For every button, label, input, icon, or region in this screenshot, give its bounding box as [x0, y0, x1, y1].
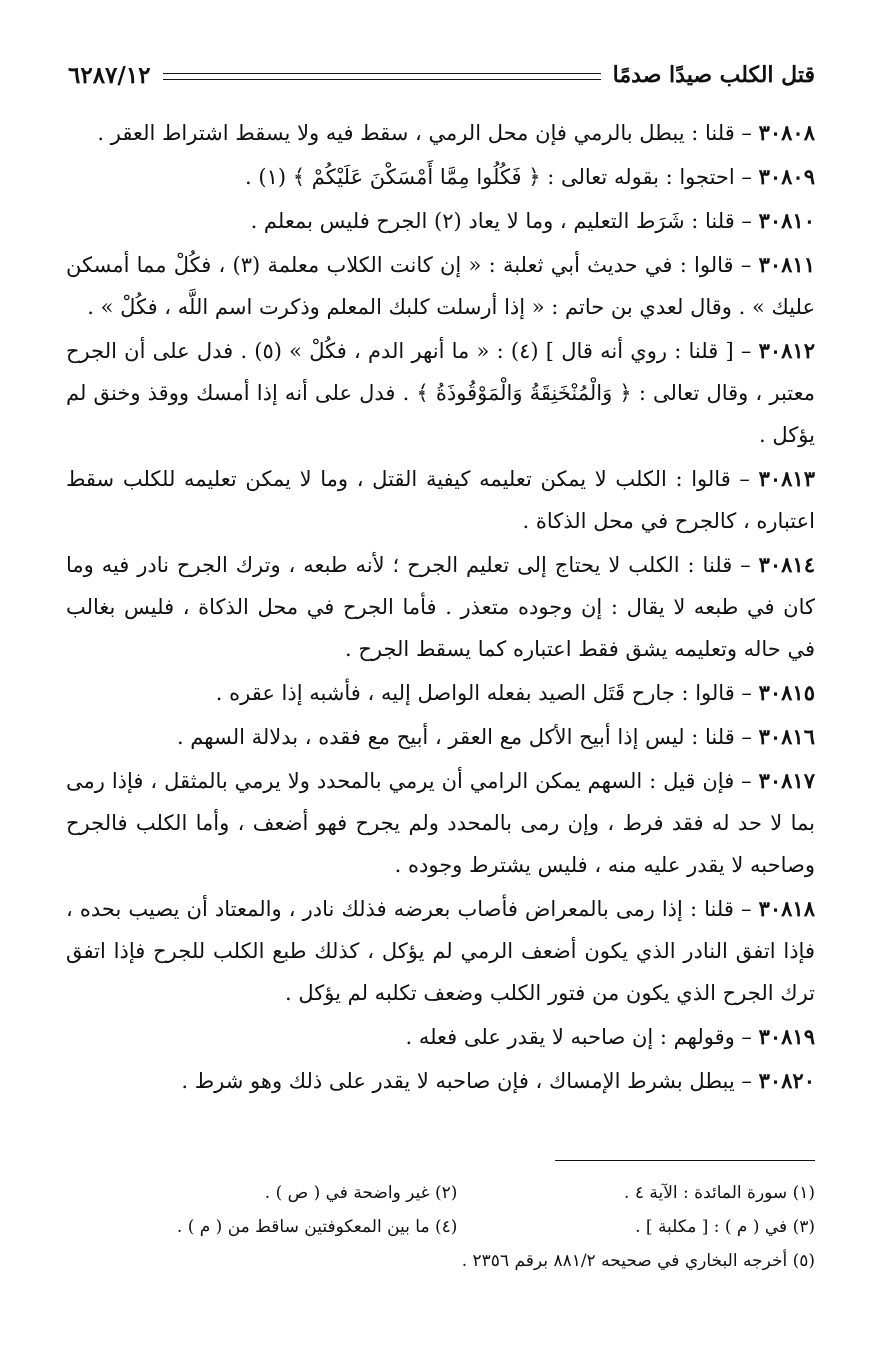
footnote-4: (٤) ما بين المعكوفتين ساقط من ( م ) . — [176, 1217, 458, 1237]
paragraph-text: – قالوا : الكلب لا يمكن تعليمه كيفية القتل ، وما لا يمكن تعليمه للكلب سقط اعتباره ، كالجرح في محل الذكاة . — [66, 467, 815, 533]
paragraph-text: – قلنا : ليس إذا أبيح الأكل مع العقر ، أبيح مع فقده ، بدلالة السهم . — [176, 725, 759, 749]
paragraph-text: – قلنا : إذا رمى بالمعراض فأصاب بعرضه فذلك نادر ، والمعتاد أن يصيب بحده ، فإذا اتفق النادر الذي يكون أضعف الرمي لم يؤكل ، كذلك طبع الكلب للجرح فإذا اتفق ترك الجرح الذي يكون من فتور الكلب وضعف تكلبه لم يؤكل . — [66, 897, 815, 1005]
paragraph-text: – قلنا : يبطل بالرمي فإن محل الرمي ، سقط فيه ولا يسقط اشتراط العقر . — [97, 121, 759, 145]
footnote-2: (٢) غير واضحة في ( ص ) . — [264, 1183, 458, 1203]
paragraph-number: ٣٠٨١٥ — [758, 680, 815, 705]
paragraph-30815 — [66, 672, 815, 714]
paragraph-number: ٣٠٨١٧ — [758, 768, 815, 793]
paragraph-30818 — [66, 888, 815, 1014]
paragraph-30811 — [66, 244, 815, 328]
paragraph-30819 — [66, 1016, 815, 1058]
paragraph-number: ٣٠٨١٢ — [758, 338, 815, 363]
paragraph-text: – [ قلنا : روي أنه قال ] (٤) : « ما أنهر الدم ، فكُلْ » (٥) . فدل على أن الجرح معتبر ، وقال تعالى : ﴿ وَالْمُنْخَنِقَةُ وَالْمَوْقُوذَةُ ﴾ . فدل على أنه إذا أمسك ووقذ وخنق لم يؤكل . — [66, 339, 815, 447]
running-header — [68, 58, 815, 92]
paragraph-number: ٣٠٨٢٠ — [758, 1068, 815, 1093]
paragraph-text: – فإن قيل : السهم يمكن الرامي أن يرمي بالمحدد ولا يرمي بالمثقل ، فإذا رمى بما لا حد له فقد فرط ، وإن رمى بالمحدد ولم يجرح فهو أضعف ، وأما الكلب فالجرح وصاحبه لا يقدر عليه منه ، فليس يشترط وجوده . — [66, 769, 815, 877]
footnote-row — [70, 1244, 815, 1278]
paragraph-text: – يبطل بشرط الإمساك ، فإن صاحبه لا يقدر على ذلك وهو شرط . — [181, 1069, 759, 1093]
paragraph-number: ٣٠٨١٩ — [758, 1024, 815, 1049]
paragraph-30810 — [66, 200, 815, 242]
footnote-1: (١) سورة المائدة : الآية ٤ . — [624, 1183, 815, 1203]
paragraph-text: – قلنا : الكلب لا يحتاج إلى تعليم الجرح ؛ لأنه طبعه ، وترك الجرح نادر فيه وما كان في طبعه لا يقال : إن وجوده متعذر . فأما الجرح في محل الذكاة ، فليس بغالب في حاله وتعليمه يشق فقط اعتباره كما يسقط الجرح . — [66, 553, 815, 661]
paragraph-number: ٣٠٨١٣ — [758, 466, 815, 491]
footnote-row — [70, 1210, 815, 1244]
running-title: قتل الكلب صيدًا صدمًا — [612, 62, 815, 88]
paragraph-30812 — [66, 330, 815, 456]
paragraph-number: ٣٠٨١٨ — [758, 896, 815, 921]
paragraph-30817 — [66, 760, 815, 886]
paragraph-30813 — [66, 458, 815, 542]
paragraph-30808 — [66, 112, 815, 154]
paragraph-number: ٣٠٨٠٨ — [758, 120, 815, 145]
footnotes — [70, 1176, 815, 1278]
main-text — [66, 112, 815, 1104]
footnote-5: (٥) أخرجه البخاري في صحيحه ٨٨١/٢ برقم ٢٣٥٦ . — [461, 1251, 815, 1271]
paragraph-text: – احتجوا : بقوله تعالى : ﴿ فَكُلُوا مِمَّا أَمْسَكْنَ عَلَيْكُمْ ﴾ (١) . — [245, 165, 759, 189]
paragraph-30820 — [66, 1060, 815, 1102]
paragraph-30814 — [66, 544, 815, 670]
paragraph-number: ٣٠٨١٠ — [758, 208, 815, 233]
footnote-3: (٣) في ( م ) : [ مكلبة ] . — [635, 1217, 815, 1237]
header-double-rule — [163, 73, 601, 80]
footnote-separator — [555, 1160, 815, 1161]
footnote-row — [70, 1176, 815, 1210]
paragraph-text: – قالوا : في حديث أبي ثعلبة : « إن كانت الكلاب معلمة (٣) ، فكُلْ مما أمسكن عليك » . وقال لعدي بن حاتم : « إذا أرسلت كلبك المعلم وذكرت اسم اللَّه ، فكُلْ » . — [66, 253, 815, 319]
paragraph-number: ٣٠٨١١ — [758, 252, 815, 277]
page-number: ٦٢٨٧/١٢ — [68, 61, 151, 89]
paragraph-number: ٣٠٨١٤ — [758, 552, 815, 577]
paragraph-30809 — [66, 156, 815, 198]
paragraph-text: – قالوا : جارح قَتَل الصيد بفعله الواصل إليه ، فأشبه إذا عقره . — [215, 681, 759, 705]
paragraph-number: ٣٠٨٠٩ — [758, 164, 815, 189]
paragraph-text: – قلنا : شَرَط التعليم ، وما لا يعاد (٢) الجرح فليس بمعلم . — [250, 209, 759, 233]
paragraph-30816 — [66, 716, 815, 758]
paragraph-text: – وقولهم : إن صاحبه لا يقدر على فعله . — [405, 1025, 759, 1049]
paragraph-number: ٣٠٨١٦ — [758, 724, 815, 749]
